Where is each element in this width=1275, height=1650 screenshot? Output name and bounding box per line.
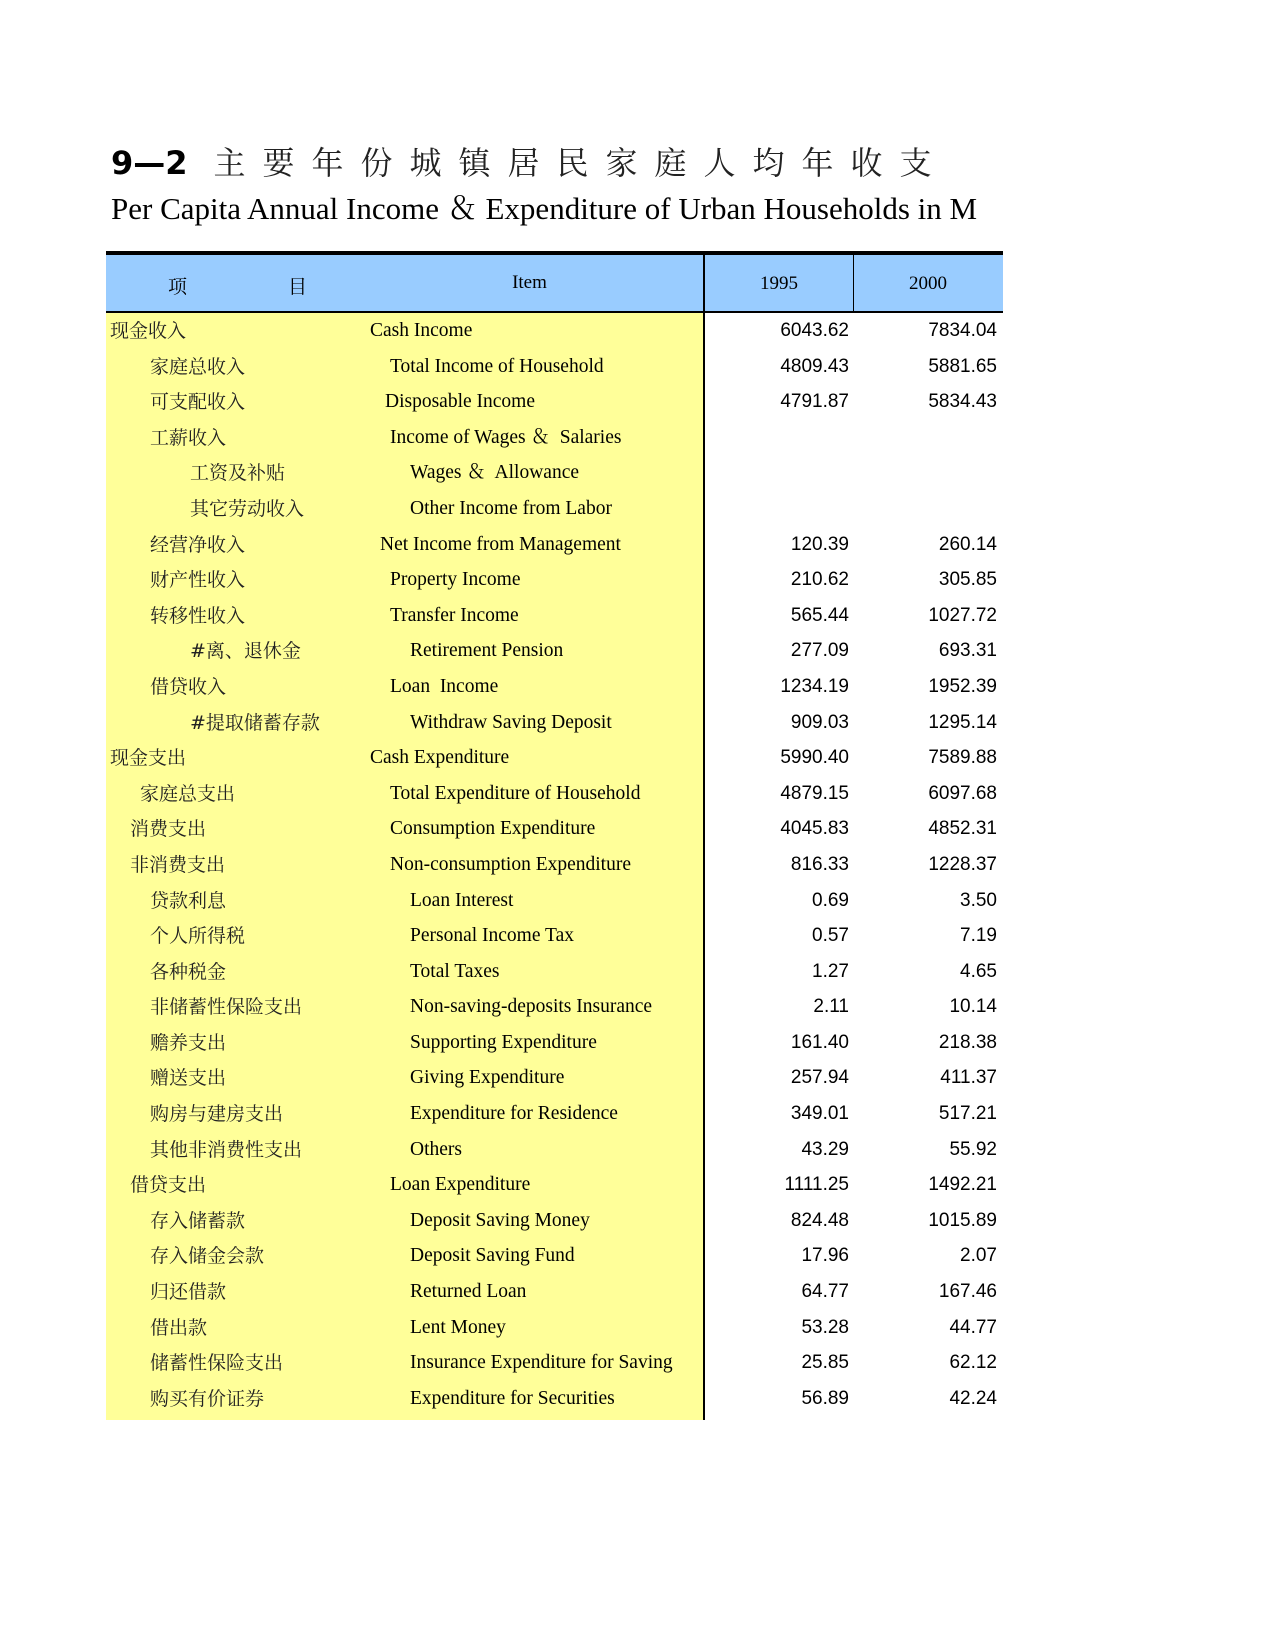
row-label-chinese: 家庭总支出 [140,782,236,805]
row-label-chinese: 借贷收入 [150,675,227,698]
value-1995: 4879.15 [780,782,849,804]
row-label-english: Wages ＆ Allowance [410,462,580,484]
table-row [106,1274,1003,1310]
row-label-chinese: 消费支出 [130,818,207,841]
row-label-english: Returned Loan [410,1281,527,1303]
table-row [106,705,1003,741]
value-1995: 0.57 [812,925,849,947]
table-row [106,1310,1003,1346]
row-label-english: Total Income of Household [390,355,604,377]
value-2000: 55.92 [949,1138,997,1160]
value-1995: 4809.43 [780,355,849,377]
table-row [106,740,1003,776]
value-2000: 1027.72 [928,604,997,626]
table-row [106,954,1003,990]
row-label-chinese: 工资及补贴 [190,462,286,485]
value-2000: 7.19 [960,925,997,947]
row-label-english: Non-consumption Expenditure [390,853,631,875]
row-label-chinese: 其他非消费性支出 [150,1138,303,1161]
title-chinese-text: 主要年份城镇居民家庭人均年收支 [213,144,949,182]
row-label-english: Withdraw Saving Deposit [410,711,612,733]
value-1995: 4791.87 [780,391,849,413]
value-1995: 816.33 [790,853,849,875]
row-label-english: Property Income [390,569,521,591]
table-row [106,989,1003,1025]
row-label-english: Cash Income [370,320,473,341]
row-label-english: Others [410,1138,462,1160]
table-row [106,811,1003,847]
table-row [106,1203,1003,1239]
row-label-english: Transfer Income [390,604,519,626]
row-label-english: Expenditure for Residence [410,1103,618,1125]
value-2000: 260.14 [938,533,997,555]
table-body [106,313,1003,1416]
row-label-english: Cash Expenditure [370,747,510,769]
row-label-english: Disposable Income [385,391,536,413]
table-row [106,669,1003,705]
table-header [106,255,1003,313]
row-label-english: Total Expenditure of Household [390,782,641,804]
value-1995: 1111.25 [784,1174,849,1196]
header-chinese-item [106,255,356,311]
page-title-chinese [111,138,949,184]
value-2000: 2.07 [960,1245,997,1267]
row-label-chinese: 储蓄性保险支出 [150,1352,284,1375]
row-label-chinese: 经营净收入 [150,533,246,556]
value-1995: 824.48 [790,1209,849,1231]
row-label-english: Net Income from Management [380,533,621,555]
value-2000: 7834.04 [928,320,997,341]
header-item: Item [356,255,705,311]
row-label-chinese: 购买有价证券 [150,1387,265,1410]
row-label-chinese: 转移性收入 [150,604,246,627]
income-expenditure-table [106,251,1003,1416]
table-row [106,1096,1003,1132]
header-cn-left: 项 [168,277,188,298]
row-label-chinese: 现金收入 [110,320,187,342]
value-1995: 349.01 [790,1103,849,1125]
table-row [106,420,1003,456]
table-row [106,598,1003,634]
row-label-english: Expenditure for Securities [410,1387,615,1409]
value-1995: 277.09 [790,640,849,662]
row-label-english: Consumption Expenditure [390,818,596,840]
value-1995: 0.69 [812,889,849,911]
row-label-chinese: 赠送支出 [150,1067,227,1090]
row-label-chinese: 家庭总收入 [150,355,246,378]
value-2000: 4.65 [960,960,997,982]
row-label-english: Loan Income [390,675,499,697]
page-title-english: Per Capita Annual Income ＆ Expenditure of Urban Households in M [111,191,978,226]
table-row [106,847,1003,883]
header-year-2000: 2000 [909,273,947,294]
row-label-english: Retirement Pension [410,640,564,662]
value-2000: 3.50 [960,889,997,911]
value-2000: 7589.88 [928,747,997,769]
row-label-english: Deposit Saving Money [410,1209,590,1231]
table-row [106,491,1003,527]
value-2000: 5834.43 [928,391,997,413]
row-label-chinese: 个人所得税 [150,925,246,948]
table-row [106,455,1003,491]
row-label-chinese: 可支配收入 [150,391,246,414]
row-label-chinese: 购房与建房支出 [150,1103,284,1126]
row-label-chinese: 贷款利息 [150,889,227,912]
header-cn-right: 目 [288,277,308,298]
value-2000: 167.46 [938,1281,997,1303]
row-label-english: Insurance Expenditure for Saving [410,1352,673,1374]
row-label-chinese: 借贷支出 [130,1174,207,1197]
row-label-english: Income of Wages ＆ Salaries [390,426,622,448]
value-1995 [705,420,853,456]
row-label-english: Loan Expenditure [390,1174,531,1196]
value-1995: 17.96 [801,1245,849,1267]
table-row [106,384,1003,420]
value-1995: 56.89 [801,1387,849,1409]
table-row [106,1345,1003,1381]
value-2000: 1228.37 [928,853,997,875]
row-label-chinese: 非储蓄性保险支出 [150,996,303,1019]
value-1995: 1234.19 [780,675,849,697]
value-2000: 218.38 [938,1031,997,1053]
value-2000: 5881.65 [928,355,997,377]
value-2000 [853,491,1001,527]
row-label-english: Total Taxes [410,960,500,982]
header-year-1995: 1995 [705,255,854,311]
table-row [106,562,1003,598]
value-1995: 6043.62 [780,320,849,341]
value-1995: 210.62 [790,569,849,591]
value-2000: 411.37 [940,1067,997,1089]
table-row [106,1132,1003,1168]
table-row [106,349,1003,385]
row-label-chinese: 存入储蓄款 [150,1209,246,1232]
value-2000 [853,420,1001,456]
value-2000: 1952.39 [928,675,997,697]
value-2000: 10.14 [949,996,997,1018]
value-1995: 565.44 [790,604,849,626]
value-1995: 2.11 [813,996,849,1018]
value-2000: 305.85 [938,569,997,591]
value-1995: 5990.40 [780,747,849,769]
value-2000: 517.21 [938,1103,997,1125]
value-2000: 693.31 [938,640,997,662]
row-label-chinese: 现金支出 [110,747,187,770]
row-label-english: Loan Interest [410,889,514,911]
value-2000: 1015.89 [928,1209,997,1231]
row-label-chinese: 工薪收入 [150,426,227,449]
row-label-chinese: 借出款 [150,1316,208,1339]
row-label-chinese: 各种税金 [150,960,227,983]
value-2000: 42.24 [949,1387,997,1409]
value-1995: 1.27 [812,960,849,982]
value-1995: 909.03 [790,711,849,733]
table-row [106,776,1003,812]
table-row [106,1381,1003,1417]
row-label-chinese: 其它劳动收入 [190,497,305,520]
value-1995: 257.94 [790,1067,849,1089]
value-1995: 25.85 [801,1352,849,1374]
table-row [106,527,1003,563]
value-1995: 4045.83 [780,818,849,840]
table-row [106,633,1003,669]
value-2000: 62.12 [949,1352,997,1374]
row-label-chinese: 财产性收入 [150,569,246,592]
value-2000: 44.77 [949,1316,997,1338]
value-1995: 120.39 [790,533,849,555]
value-1995: 53.28 [801,1316,849,1338]
value-2000: 6097.68 [928,782,997,804]
row-label-english: Giving Expenditure [410,1067,565,1089]
row-label-chinese: #离、退休金 [190,640,301,663]
value-1995: 64.77 [801,1281,849,1303]
row-label-chinese: 赡养支出 [150,1031,227,1054]
row-label-chinese: 归还借款 [150,1281,227,1304]
row-label-chinese: #提取储蓄存款 [190,711,320,734]
row-label-english: Supporting Expenditure [410,1031,597,1053]
row-label-english: Personal Income Tax [410,925,574,947]
value-1995 [705,491,853,527]
table-row [106,918,1003,954]
value-1995 [705,455,853,491]
table-row [106,1025,1003,1061]
table-row [106,883,1003,919]
value-2000: 1492.21 [928,1174,997,1196]
row-label-english: Lent Money [410,1316,506,1338]
value-1995: 161.40 [790,1031,849,1053]
table-row [106,313,1003,349]
row-label-english: Non-saving-deposits Insurance [410,996,653,1018]
table-number: 9—2 [111,144,188,182]
value-1995: 43.29 [801,1138,849,1160]
table-row [106,1060,1003,1096]
value-2000: 1295.14 [928,711,997,733]
table-row [106,1167,1003,1203]
table-row [106,1238,1003,1274]
value-2000 [853,455,1001,491]
row-label-english: Deposit Saving Fund [410,1245,575,1267]
row-label-chinese: 非消费支出 [130,853,226,876]
value-2000: 4852.31 [928,818,997,840]
row-label-chinese: 存入储金会款 [150,1245,265,1268]
row-label-english: Other Income from Labor [410,497,612,519]
